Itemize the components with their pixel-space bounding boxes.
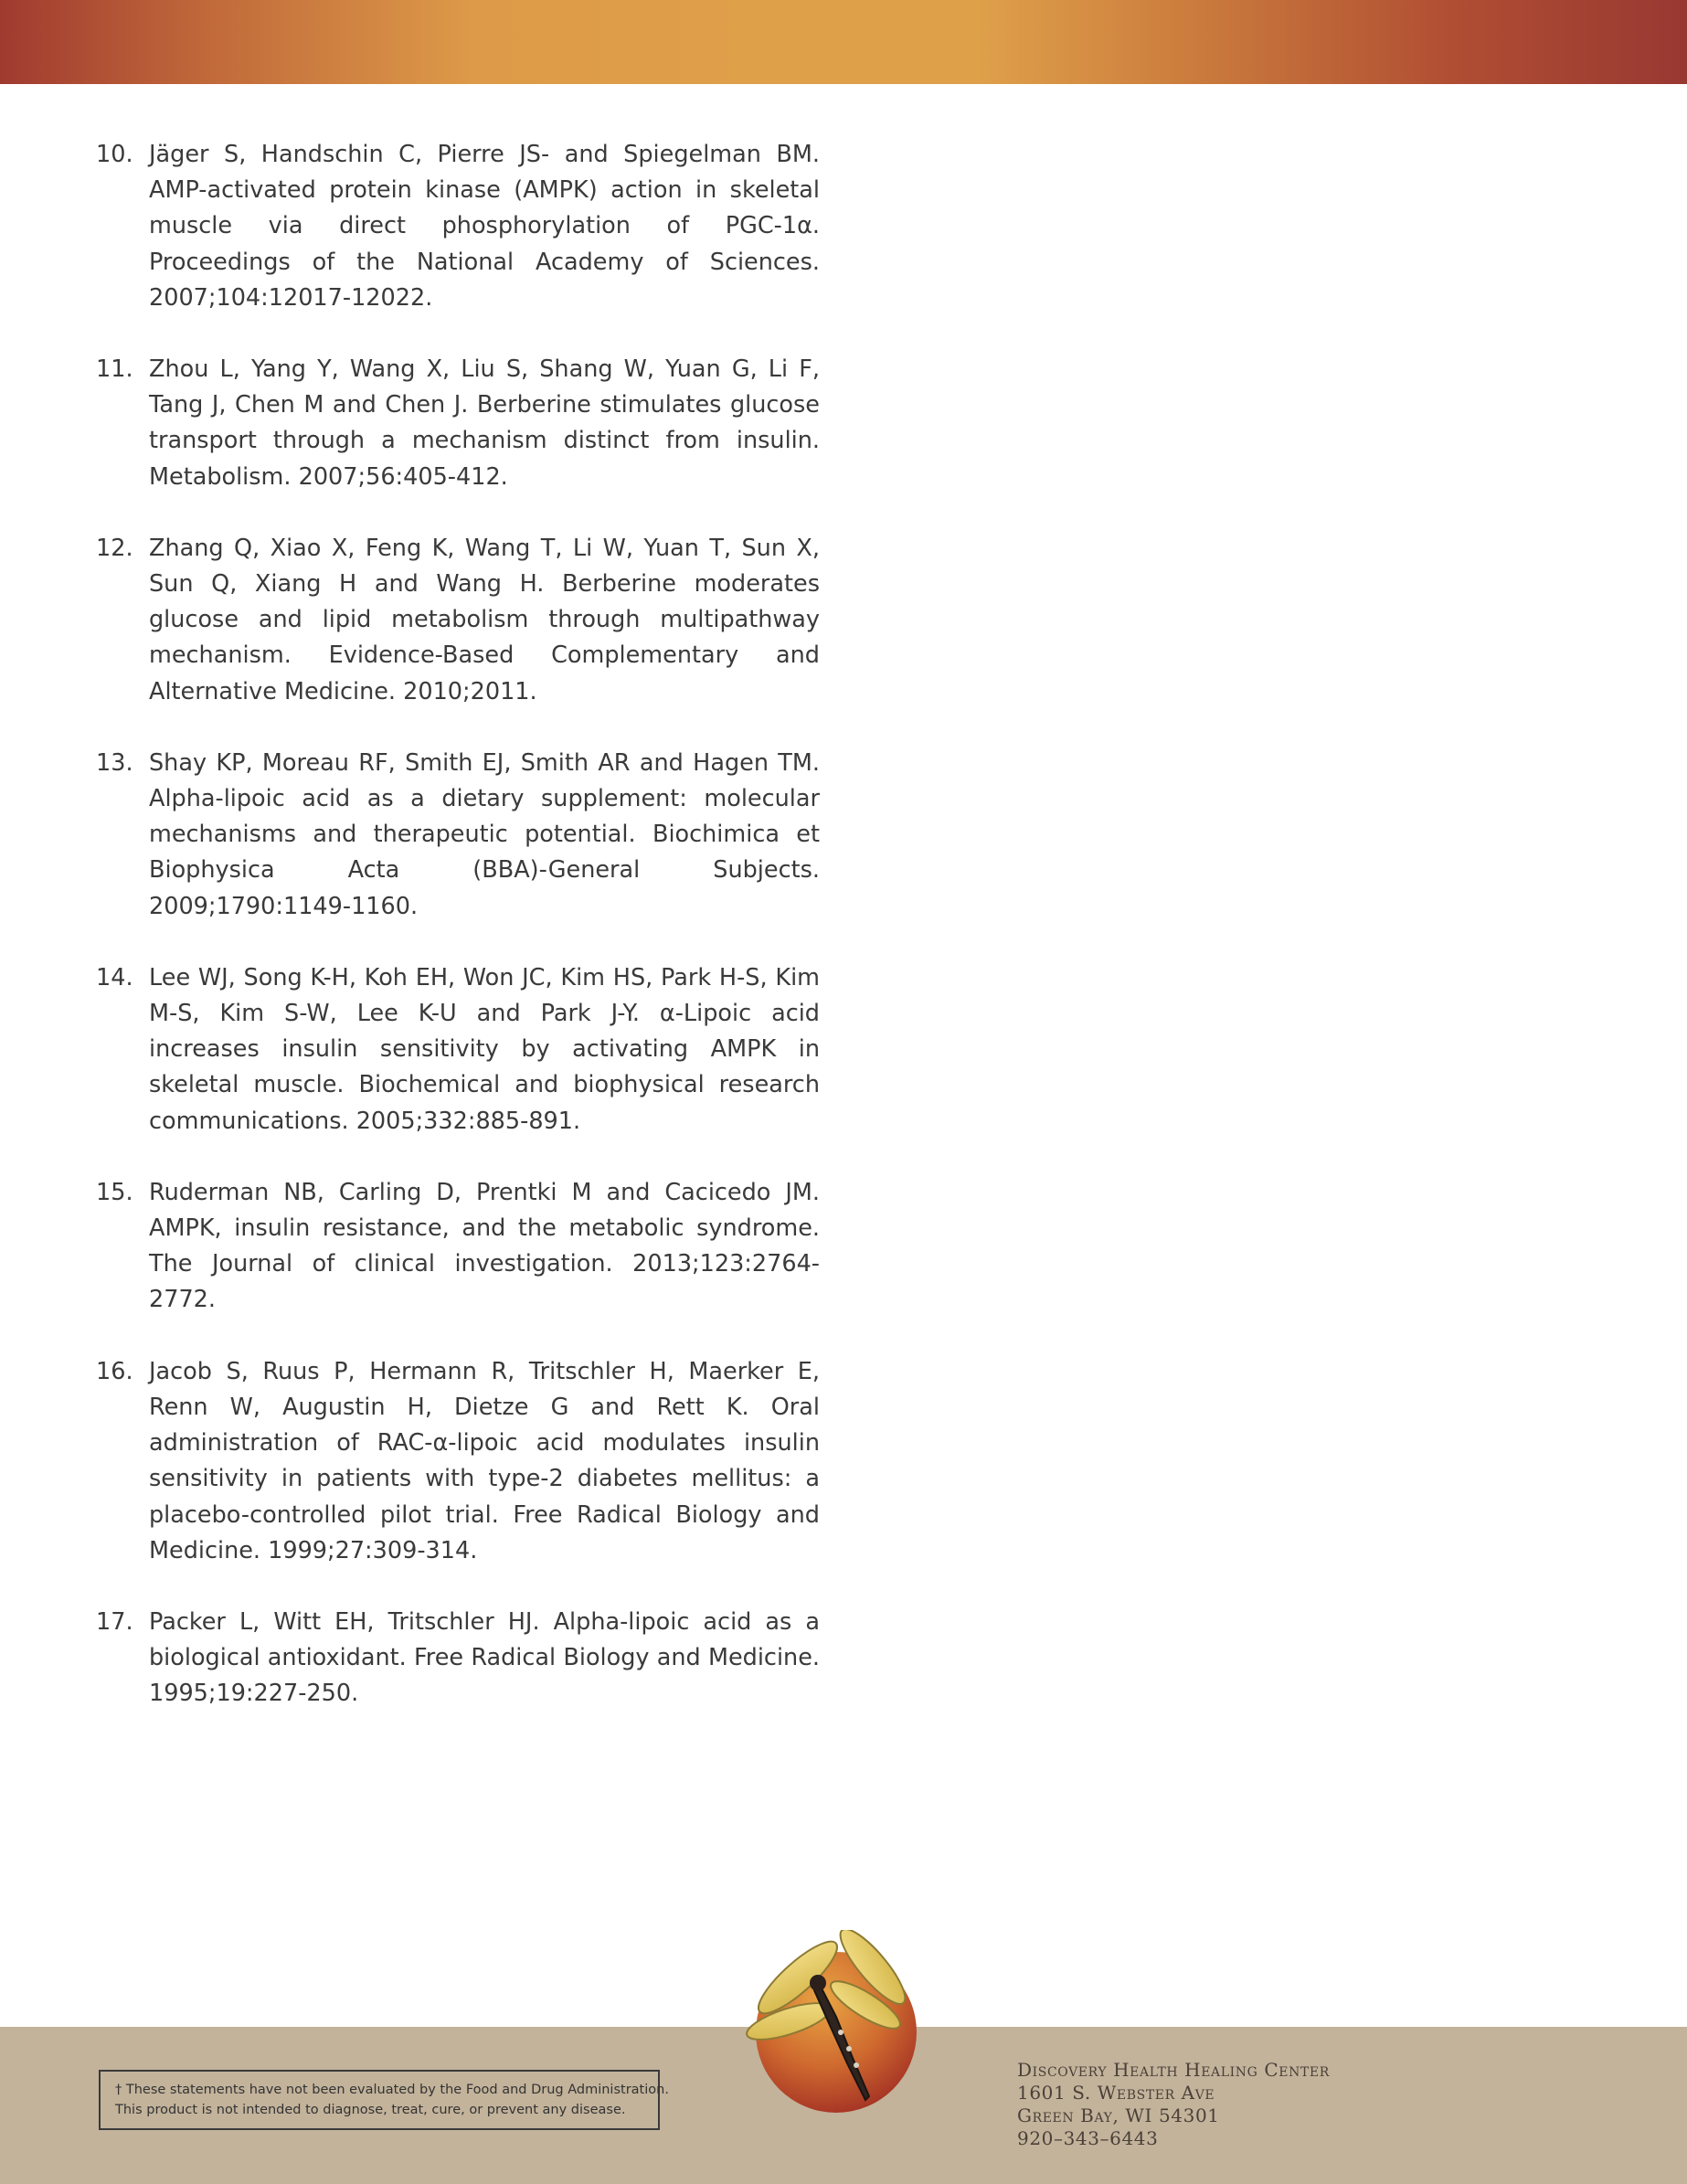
reference-number: 14.	[96, 963, 133, 991]
reference-text: Zhang Q, Xiao X, Feng K, Wang T, Li W, Yuan T, Sun X, Sun Q, Xiang H and Wang H. Berberine moderates glucose and lipid metabolism through multipathway mechanism. Evidence-Based Complementary and Alternative Medicine. 2010;2011.	[149, 534, 820, 705]
reference-number: 11.	[96, 355, 133, 384]
reference-item	[96, 137, 820, 316]
reference-text: Ruderman NB, Carling D, Prentki M and Cacicedo JM. AMPK, insulin resistance, and the metabolic syndrome. The Journal of clinical investigation. 2013;123:2764-2772.	[149, 1178, 820, 1314]
reference-number: 12.	[96, 534, 133, 562]
fda-disclaimer-box	[99, 2070, 669, 2130]
disclaimer-line: This product is not intended to diagnose, treat, cure, or prevent any disease.	[115, 2103, 626, 2117]
reference-list	[96, 137, 820, 1748]
clinic-street: 1601 S. Webster Ave	[1017, 2082, 1215, 2104]
header-gradient-bar	[0, 0, 1687, 84]
reference-item	[96, 531, 820, 710]
reference-item	[96, 960, 820, 1140]
reference-number: 13.	[96, 748, 133, 777]
clinic-address	[1017, 2059, 1330, 2150]
reference-item	[96, 746, 820, 925]
reference-text: Lee WJ, Song K-H, Koh EH, Won JC, Kim HS, Park H-S, Kim M-S, Kim S-W, Lee K-U and Park J-Y. α-Lipoic acid increases insulin sensitivity by activating AMPK in skeletal muscle. Biochemical and biophysical research communications. 2005;332:885-891.	[149, 963, 820, 1135]
reference-text: Packer L, Witt EH, Tritschler HJ. Alpha-lipoic acid as a biological antioxidant. Free Radical Biology and Medicine. 1995;19:227-250.	[149, 1607, 820, 1708]
clinic-phone: 920–343–6443	[1017, 2127, 1159, 2149]
reference-item	[96, 1175, 820, 1319]
reference-number: 16.	[96, 1357, 133, 1385]
reference-text: Jäger S, Handschin C, Pierre JS- and Spiegelman BM. AMP-activated protein kinase (AMPK) action in skeletal muscle via direct phosphorylation of PGC-1α. Proceedings of the National Academy of Sciences. 2007;104:12017-12022.	[149, 141, 820, 312]
reference-item	[96, 352, 820, 495]
disclaimer-line: † These statements have not been evaluated by the Food and Drug Administration.	[115, 2083, 669, 2097]
dragonfly-sun-icon	[745, 1930, 928, 2122]
clinic-name: Discovery Health Healing Center	[1017, 2059, 1330, 2081]
reference-item	[96, 1605, 820, 1712]
reference-number: 15.	[96, 1178, 133, 1206]
reference-number: 17.	[96, 1607, 133, 1636]
reference-text: Jacob S, Ruus P, Hermann R, Tritschler H, Maerker E, Renn W, Augustin H, Dietze G and Rett K. Oral administration of RAC-α-lipoic acid modulates insulin sensitivity in patients with type-2 diabetes mellitus: a placebo-controlled pilot trial. Free Radical Biology and Medicine. 1999;27:309-314.	[149, 1357, 820, 1564]
reference-text: Shay KP, Moreau RF, Smith EJ, Smith AR and Hagen TM. Alpha-lipoic acid as a dietary supplement: molecular mechanisms and therapeutic potential. Biochimica et Biophysica Acta (BBA)-General Subjects. 2009;1790:1149-1160.	[149, 748, 820, 920]
reference-item	[96, 1354, 820, 1569]
clinic-city: Green Bay, WI 54301	[1017, 2104, 1220, 2126]
reference-text: Zhou L, Yang Y, Wang X, Liu S, Shang W, Yuan G, Li F, Tang J, Chen M and Chen J. Berberine stimulates glucose transport through a mechanism distinct from insulin. Metabolism. 2007;56:405-412.	[149, 355, 820, 491]
reference-number: 10.	[96, 141, 133, 168]
